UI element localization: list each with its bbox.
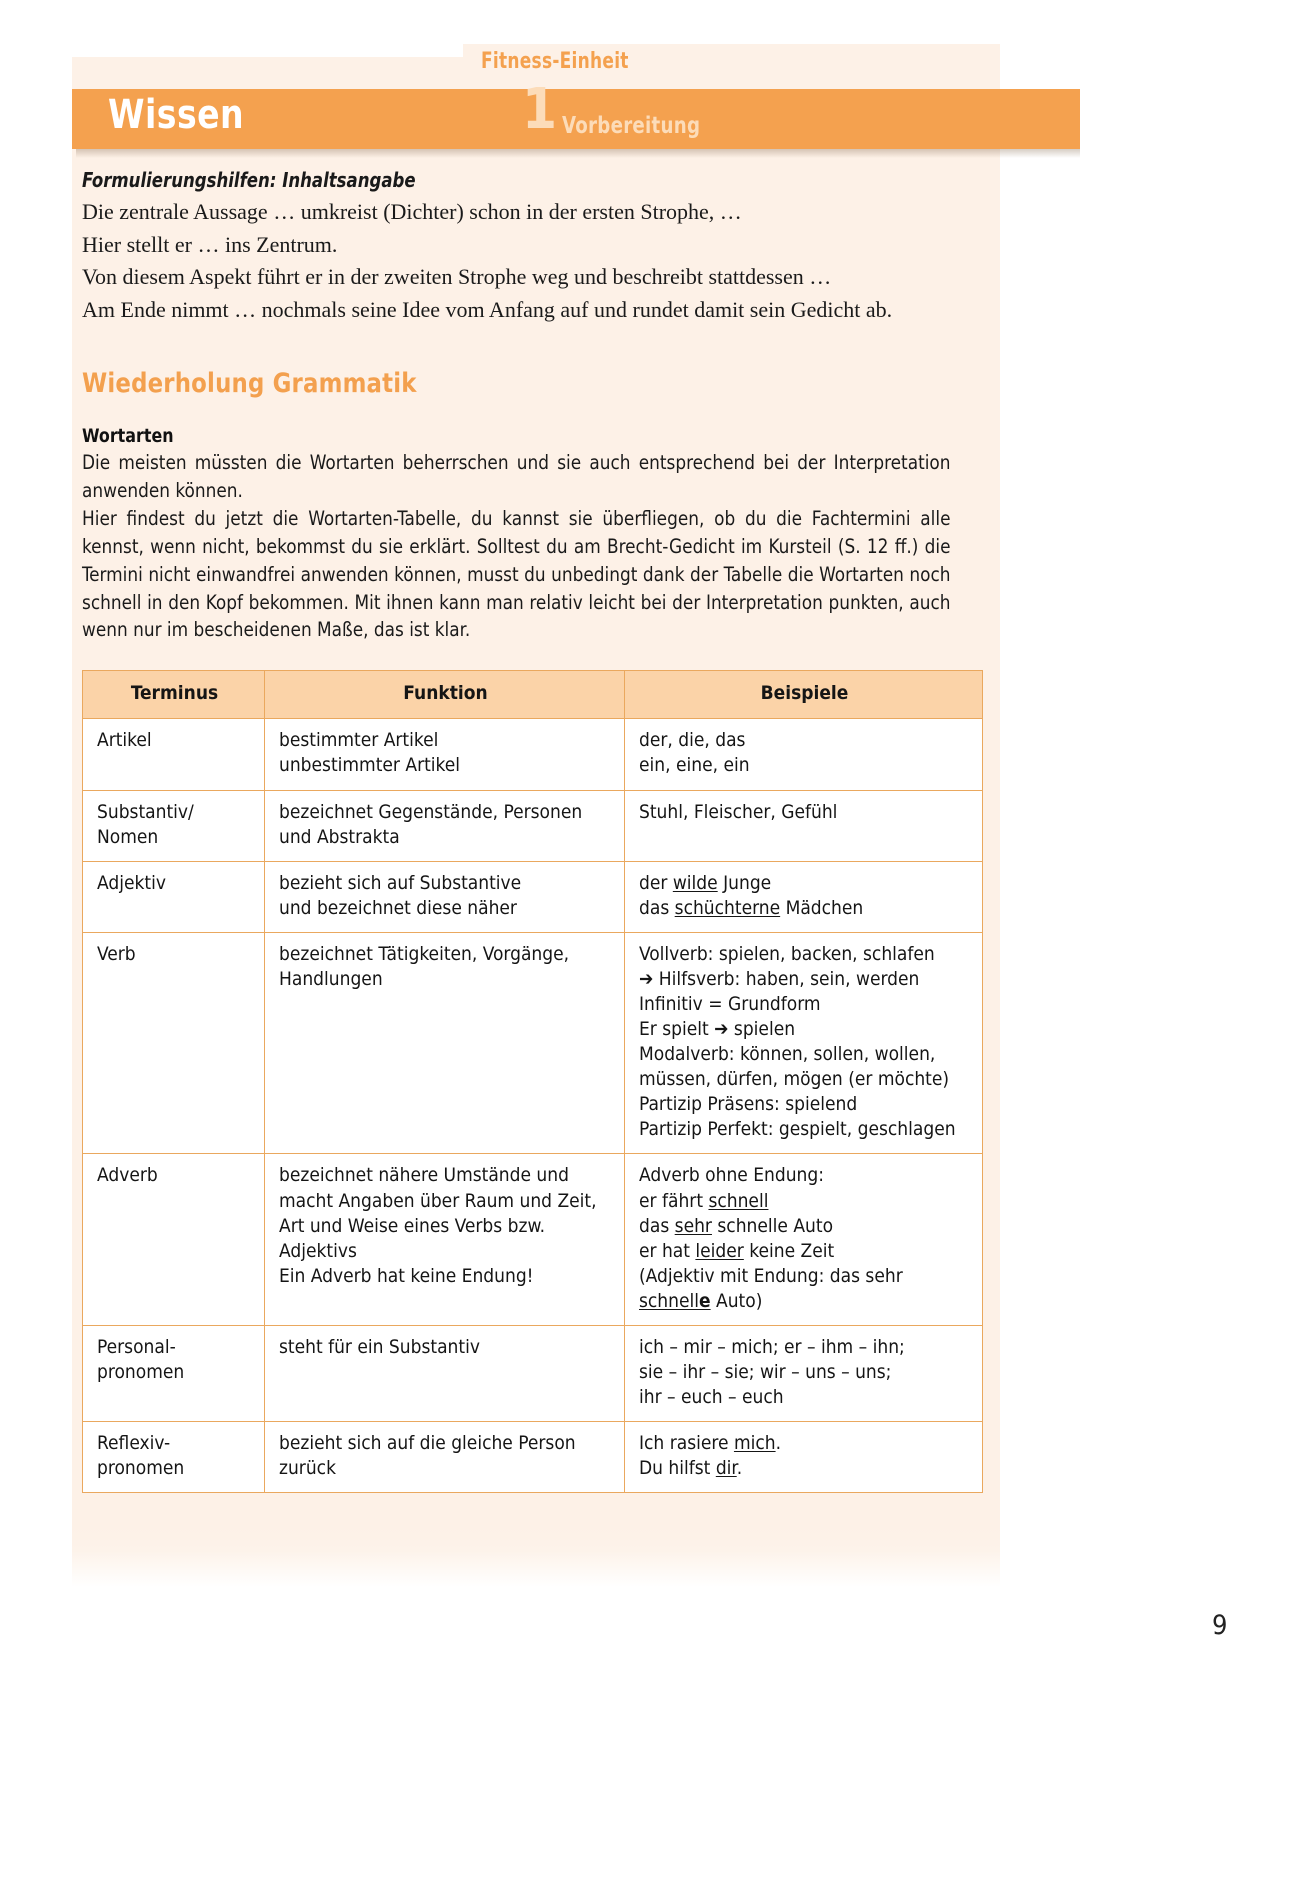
main-content (82, 168, 982, 1493)
cell-line: müssen, dürfen, mögen (er möchte) (639, 1068, 950, 1091)
header-bar-shadow (76, 149, 1080, 158)
table-head (83, 671, 983, 719)
cell-line: Personal- (97, 1335, 176, 1358)
column-header-beispiele: Beispiele (625, 671, 983, 719)
cell-line: und bezeichnet diese näher (279, 896, 517, 919)
table-row (83, 932, 983, 1154)
hints-title: Formulierungshilfen: Inhaltsangabe (82, 168, 416, 192)
cell-beispiele (625, 719, 983, 790)
cell-funktion (265, 861, 625, 932)
cell-line: ➔ Hilfsverb: haben, sein, werden (639, 967, 920, 990)
cell-line: Partizip Präsens: spielend (639, 1093, 858, 1116)
cell-line: pronomen (97, 1457, 185, 1480)
cell-funktion (265, 1325, 625, 1421)
cell-funktion (265, 932, 625, 1154)
paragraph: Hier findest du jetzt die Wortarten-Tabelle, du kannst sie überfliegen, ob du die Fachtermini alle kennst, wenn nicht, bekommst du sie erklärt. Solltest du am Brecht-Gedicht im Kursteil (S. 12 ff.) die Termini nicht einwandfrei anwenden können, musst du unbedingt dank der Tabelle die Wortarten noch schnell in den Kopf bekommen. Mit ihnen kann man relativ leicht bei der Interpretation punkten, auch wenn nur im bescheidenen Maße, das ist klar. (82, 506, 951, 642)
cell-line: bezeichnet Tätigkeiten, Vorgänge, (279, 942, 570, 965)
cell-beispiele (625, 1325, 983, 1421)
cell-line: der wilde Junge (639, 871, 772, 894)
wortarten-table (82, 670, 983, 1493)
cell-line: Ein Adverb hat keine Endung! (279, 1264, 534, 1287)
page-number: 9 (1212, 1610, 1228, 1641)
table-header-row (83, 671, 983, 719)
subsection-heading: Wortarten (82, 425, 174, 448)
cell-line: (Adjektiv mit Endung: das sehr (639, 1264, 903, 1287)
cell-terminus (83, 1154, 265, 1325)
cell-line: Modalverb: können, sollen, wollen, (639, 1043, 936, 1066)
cell-line: unbestimmter Artikel (279, 754, 461, 777)
table-row (83, 1325, 983, 1421)
cell-line: er fährt schnell (639, 1189, 769, 1212)
content-panel-fade (72, 1527, 1000, 1587)
cell-line: bezeichnet Gegenstände, Personen (279, 800, 583, 823)
unit-phase: Vorbereitung (562, 113, 701, 139)
cell-terminus (83, 1325, 265, 1421)
hint-line: Die zentrale Aussage … umkreist (Dichter) schon in der ersten Strophe, … (82, 199, 742, 224)
hint-line: Von diesem Aspekt führt er in der zweiten Strophe weg und beschreibt stattdessen … (82, 264, 832, 290)
cell-line: Vollverb: spielen, backen, schlafen (639, 942, 935, 965)
cell-line: Du hilfst dir. (639, 1457, 743, 1480)
cell-line: Nomen (97, 825, 159, 848)
table-body (83, 719, 983, 1493)
section-heading: Wiederholung Grammatik (82, 368, 417, 400)
cell-line: pronomen (97, 1361, 185, 1384)
cell-line: zurück (279, 1457, 336, 1480)
cell-line: Infinitiv = Grundform (639, 993, 821, 1016)
cell-line: Art und Weise eines Verbs bzw. (279, 1214, 546, 1237)
cell-terminus (83, 790, 265, 861)
cell-line: steht für ein Substantiv (279, 1335, 480, 1358)
table-row (83, 719, 983, 790)
cell-beispiele (625, 1422, 983, 1493)
cell-line: er hat leider keine Zeit (639, 1239, 835, 1262)
cell-funktion (265, 790, 625, 861)
table-row (83, 1154, 983, 1325)
page-title: Wissen (108, 92, 245, 138)
cell-line: ich – mir – mich; er – ihm – ihn; (639, 1335, 905, 1358)
wortarten-table-wrapper (82, 670, 982, 1493)
cell-terminus (83, 932, 265, 1154)
column-header-funktion: Funktion (265, 671, 625, 719)
cell-terminus (83, 719, 265, 790)
cell-funktion (265, 1154, 625, 1325)
cell-line: Adverb (97, 1164, 158, 1187)
cell-funktion (265, 719, 625, 790)
cell-beispiele (625, 790, 983, 861)
cell-line: bezeichnet nähere Umstände und (279, 1164, 569, 1187)
cell-line: Handlungen (279, 967, 383, 990)
hint-line: Hier stellt er … ins Zentrum. (82, 231, 338, 257)
cell-terminus (83, 861, 265, 932)
table-row (83, 1422, 983, 1493)
unit-label: Fitness-Einheit (481, 49, 629, 74)
cell-line: schnelle Auto) (639, 1289, 763, 1312)
paragraph: Die meisten müssten die Wortarten beherrschen und sie auch entsprechend bei der Interpretation anwenden können. (82, 451, 951, 503)
hints-list (82, 196, 982, 326)
cell-line: Ich rasiere mich. (639, 1432, 782, 1455)
cell-line: Adverb ohne Endung: (639, 1164, 824, 1187)
cell-line: Partizip Perfekt: gespielt, geschlagen (639, 1118, 956, 1141)
cell-line: das sehr schnelle Auto (639, 1214, 834, 1237)
cell-line: macht Angaben über Raum und Zeit, (279, 1189, 597, 1212)
cell-line: und Abstrakta (279, 825, 400, 848)
cell-line: Adjektiv (97, 871, 166, 894)
cell-line: Adjektivs (279, 1239, 357, 1262)
cell-line: ein, eine, ein (639, 754, 750, 777)
cell-line: der, die, das (639, 729, 746, 752)
cell-line: sie – ihr – sie; wir – uns – uns; (639, 1361, 892, 1384)
cell-line: Reflexiv- (97, 1432, 171, 1455)
cell-beispiele (625, 932, 983, 1154)
cell-line: das schüchterne Mädchen (639, 896, 864, 919)
table-row (83, 861, 983, 932)
cell-line: Substantiv/ (97, 800, 194, 823)
cell-line: bezieht sich auf Substantive (279, 871, 522, 894)
cell-beispiele (625, 861, 983, 932)
cell-line: Er spielt ➔ spielen (639, 1018, 796, 1041)
cell-line: Artikel (97, 729, 152, 752)
cell-line: Stuhl, Fleischer, Gefühl (639, 800, 838, 823)
cell-line: bestimmter Artikel (279, 729, 439, 752)
cell-line: ihr – euch – euch (639, 1386, 784, 1409)
cell-beispiele (625, 1154, 983, 1325)
cell-line: bezieht sich auf die gleiche Person (279, 1432, 576, 1455)
table-row (83, 790, 983, 861)
cell-line: Verb (97, 942, 136, 965)
unit-number: 1 (522, 77, 558, 142)
hint-line: Am Ende nimmt … nochmals seine Idee vom Anfang auf und rundet damit sein Gedicht ab. (82, 296, 893, 322)
cell-funktion (265, 1422, 625, 1493)
cell-terminus (83, 1422, 265, 1493)
column-header-terminus: Terminus (83, 671, 265, 719)
